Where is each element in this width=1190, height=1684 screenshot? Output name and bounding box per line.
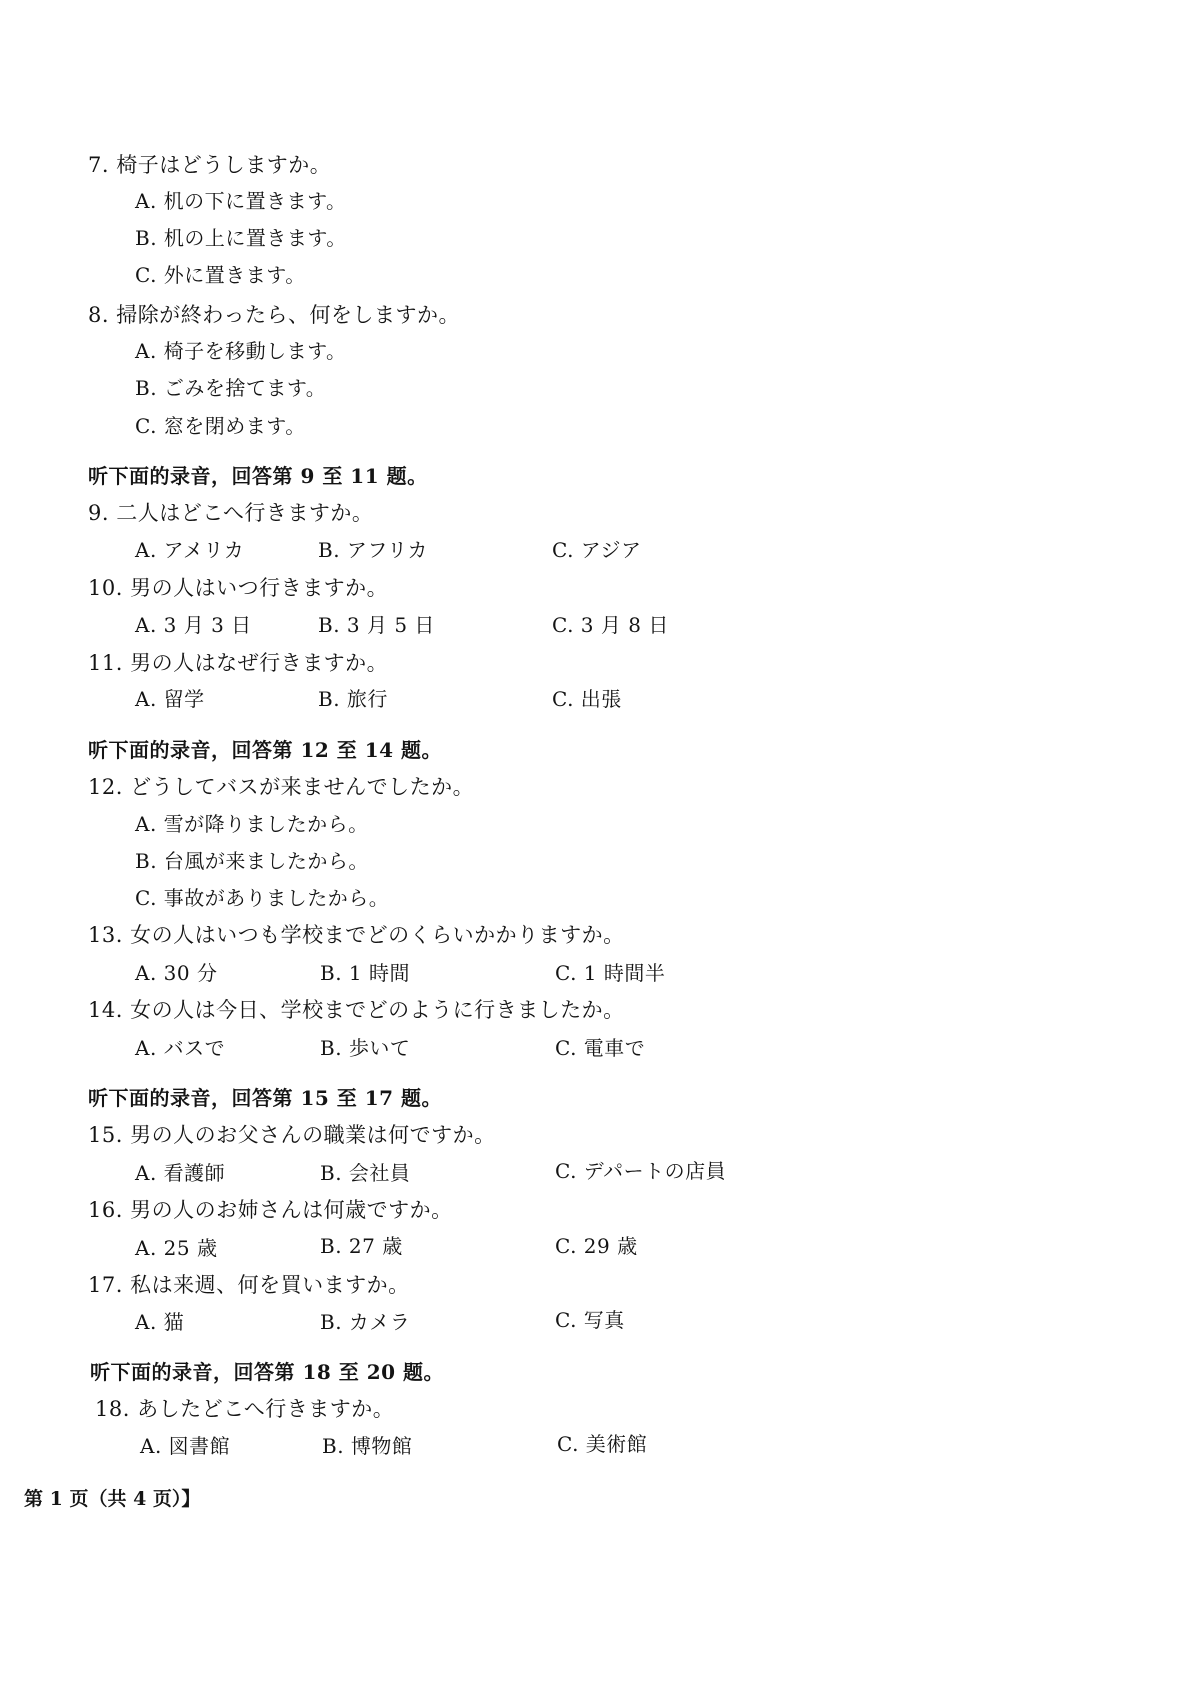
question-16-option-c: C. 29 歳 xyxy=(555,1234,638,1258)
question-18-option-a: A. 図書館 xyxy=(140,1434,231,1458)
question-15-option-b: B. 会社員 xyxy=(320,1161,411,1185)
question-10-option-a: A. 3 月 3 日 xyxy=(135,613,252,637)
question-11-option-c: C. 出張 xyxy=(552,687,622,711)
question-8: 8. 掃除が終わったら、何をしますか。 xyxy=(88,303,460,327)
question-15: 15. 男の人のお父さんの職業は何ですか。 xyxy=(88,1123,496,1147)
question-9-option-a: A. アメリカ xyxy=(135,538,245,562)
page-number-footer: 第 1 页（共 4 页）】 xyxy=(24,1488,201,1510)
question-17-option-c: C. 写真 xyxy=(555,1308,625,1332)
question-10-option-b: B. 3 月 5 日 xyxy=(318,613,435,637)
question-12-option-b: B. 台風が来ましたから。 xyxy=(135,849,369,873)
question-15-option-a: A. 看護師 xyxy=(135,1161,226,1185)
question-12-option-a: A. 雪が降りましたから。 xyxy=(135,812,369,836)
section-heading-9-11: 听下面的录音，回答第 9 至 11 题。 xyxy=(88,464,428,488)
question-14-option-a: A. バスで xyxy=(135,1036,226,1060)
question-14: 14. 女の人は今日、学校までどのように行きましたか。 xyxy=(88,998,625,1022)
section-heading-12-14: 听下面的录音，回答第 12 至 14 题。 xyxy=(88,738,443,762)
question-8-option-b: B. ごみを捨てます。 xyxy=(135,376,327,400)
question-7-option-a: A. 机の下に置きます。 xyxy=(135,189,347,213)
question-18-option-b: B. 博物館 xyxy=(322,1434,413,1458)
question-10: 10. 男の人はいつ行きますか。 xyxy=(88,576,389,600)
question-13-option-a: A. 30 分 xyxy=(135,961,218,985)
question-9-option-b: B. アフリカ xyxy=(318,538,428,562)
question-14-option-c: C. 電車で xyxy=(555,1036,646,1060)
question-17-option-b: B. カメラ xyxy=(320,1310,411,1334)
question-7-option-b: B. 机の上に置きます。 xyxy=(135,226,347,250)
question-8-option-c: C. 窓を閉めます。 xyxy=(135,414,306,438)
question-7: 7. 椅子はどうしますか。 xyxy=(88,153,332,177)
question-9-option-c: C. アジア xyxy=(552,538,642,562)
question-18: 18. あしたどこへ行きますか。 xyxy=(95,1397,395,1421)
question-16: 16. 男の人のお姉さんは何歳ですか。 xyxy=(88,1198,453,1222)
section-heading-18-20: 听下面的录音，回答第 18 至 20 题。 xyxy=(90,1360,445,1384)
question-12-option-c: C. 事故がありましたから。 xyxy=(135,886,390,910)
question-17: 17. 私は来週、何を買いますか。 xyxy=(88,1273,410,1297)
question-11-option-a: A. 留学 xyxy=(135,687,205,711)
question-15-option-c: C. デパートの店員 xyxy=(555,1159,727,1183)
question-11-option-b: B. 旅行 xyxy=(318,687,388,711)
question-17-option-a: A. 猫 xyxy=(135,1310,185,1334)
question-14-option-b: B. 歩いて xyxy=(320,1036,411,1060)
question-13-option-c: C. 1 時間半 xyxy=(555,961,666,985)
question-7-option-c: C. 外に置きます。 xyxy=(135,263,306,287)
question-18-option-c: C. 美術館 xyxy=(557,1432,648,1456)
question-9: 9. 二人はどこへ行きますか。 xyxy=(88,501,374,525)
question-13: 13. 女の人はいつも学校までどのくらいかかりますか。 xyxy=(88,923,625,947)
question-13-option-b: B. 1 時間 xyxy=(320,961,410,985)
question-8-option-a: A. 椅子を移動します。 xyxy=(135,339,347,363)
question-16-option-b: B. 27 歳 xyxy=(320,1234,403,1258)
question-11: 11. 男の人はなぜ行きますか。 xyxy=(88,651,389,675)
question-16-option-a: A. 25 歳 xyxy=(135,1236,218,1260)
question-10-option-c: C. 3 月 8 日 xyxy=(552,613,669,637)
section-heading-15-17: 听下面的录音，回答第 15 至 17 题。 xyxy=(88,1086,443,1110)
question-12: 12. どうしてバスが来ませんでしたか。 xyxy=(88,775,475,799)
